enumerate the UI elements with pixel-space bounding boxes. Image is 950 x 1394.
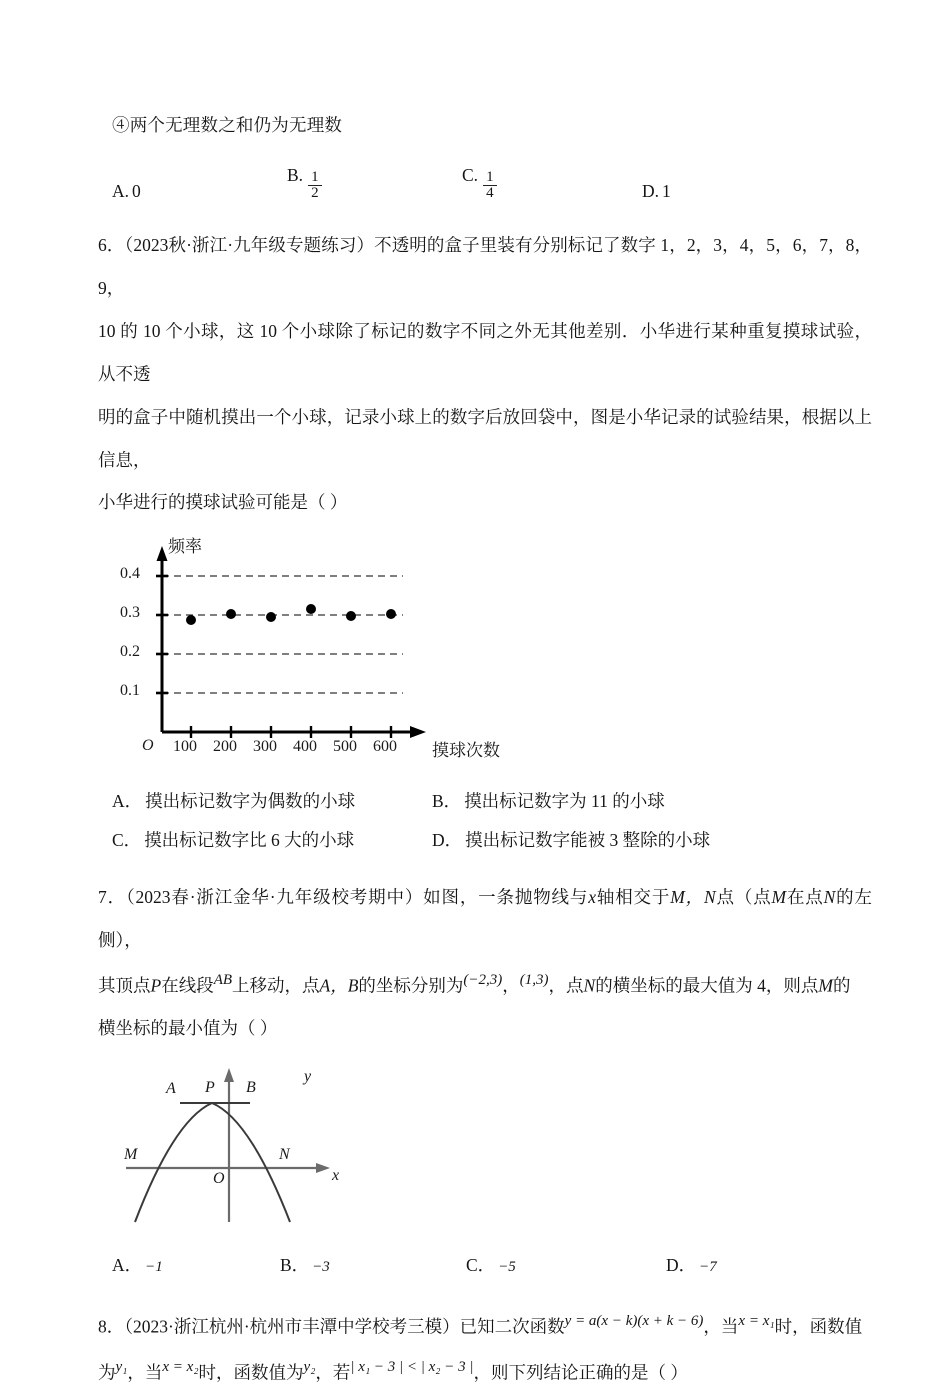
q8-stem-h: ，则下列结论正确的是（ ） <box>473 1362 688 1383</box>
parabola-label-m: M <box>124 1146 138 1164</box>
q7-point-m2: M <box>818 975 833 996</box>
q5-option-b-key: B. <box>287 164 304 185</box>
q6-option-a[interactable] <box>112 788 432 813</box>
data-point-500 <box>346 611 356 621</box>
q5-option-b-fraction <box>308 170 322 203</box>
q6-options-row-1 <box>112 788 872 813</box>
q7-stem-line2-g: 的 <box>832 975 851 996</box>
q7-option-a-value: −1 <box>145 1259 163 1276</box>
q8-source: （2023·浙江杭州·杭州市丰潭中学校考三模） <box>124 1316 460 1337</box>
data-point-100 <box>186 615 196 625</box>
parabola-label-a: A <box>166 1080 176 1098</box>
q7-point-n2: N <box>583 975 596 996</box>
question-7-stem: 7．（2023春·浙江金华·九年级校考期中）如图，一条抛物线与x轴相交于M，N点（点M在点N的左侧）， 其顶点P在线段AB上移动，点A，B的坐标分别为(−2,3)，(1,3)，点N的横坐标的最大值为 4，则点M的 横坐标的最小值为（ ） <box>98 887 873 1039</box>
q8-condition-x2: x = x₂ <box>162 1358 199 1375</box>
q6-stem-line2: 10 的 10 个小球，这 10 个小球除了标记的数字不同之外无其他差别．小华进行某种重复摸球试验，从不透 <box>98 320 872 384</box>
q7-number: 7． <box>98 887 126 908</box>
q7-stem-line3: 横坐标的最小值为（ ） <box>98 1018 278 1039</box>
q7-stem-line2-d: 的坐标分别为 <box>358 975 464 996</box>
data-point-200 <box>226 609 236 619</box>
parabola-label-b: B <box>246 1079 256 1097</box>
q7-var-x: x <box>588 887 597 908</box>
chart-xtick-400: 400 <box>293 738 317 756</box>
y-axis <box>157 546 168 732</box>
q7-stem-line1-e: 的左侧）， <box>98 887 873 951</box>
q8-stem-c: 时，函数值 <box>774 1316 863 1337</box>
q8-stem-b: ，当 <box>703 1316 739 1337</box>
q5-options-row <box>112 158 872 202</box>
q6-option-c-key: C． <box>112 830 142 851</box>
chart-y-axis-title: 频率 <box>168 537 202 557</box>
q7-stem-line2-f: 的横坐标的最大值为 4，则点 <box>595 975 819 996</box>
x-axis <box>162 726 426 738</box>
q7-option-d-key: D． <box>666 1255 697 1276</box>
q8-stem-g: ，若 <box>315 1362 351 1383</box>
q7-segment-ab: AB <box>213 972 233 988</box>
q7-points-ab: A，B <box>319 975 359 996</box>
q7-option-c-value: −5 <box>498 1259 516 1276</box>
q5-option-b[interactable] <box>287 165 462 203</box>
q5-option-d-key: D. <box>642 181 660 202</box>
chart-xtick-500: 500 <box>333 738 357 756</box>
frequency-scatter-chart <box>118 536 518 768</box>
q7-source: （2023春·浙江金华·九年级校考期中） <box>125 887 424 908</box>
q7-point-m1: M <box>771 887 787 908</box>
chart-xtick-300: 300 <box>253 738 277 756</box>
q6-option-a-text: 摸出标记数字为偶数的小球 <box>145 791 356 812</box>
parabola-y-axis <box>224 1068 234 1222</box>
q5-option-c[interactable] <box>462 165 642 203</box>
data-point-600 <box>386 609 396 619</box>
q6-option-a-key: A． <box>112 791 143 812</box>
q8-number: 8． <box>98 1316 125 1337</box>
q7-stem-line1-a: 如图，一条抛物线与 <box>423 887 589 908</box>
q8-stem-e: ，当 <box>127 1362 163 1383</box>
parabola-svg <box>122 1062 392 1232</box>
q5-option-a-value: 0 <box>132 181 141 202</box>
q6-stem-line4: 小华进行的摸球试验可能是（ ） <box>98 492 348 513</box>
parabola-label-o: O <box>213 1170 225 1188</box>
q6-option-c[interactable] <box>112 827 432 852</box>
q7-stem-line1-d: 在点 <box>786 887 824 908</box>
chart-origin-label: O <box>142 737 154 755</box>
q6-option-d[interactable] <box>432 827 710 852</box>
q6-option-d-key: D． <box>432 830 463 851</box>
q8-stem-f: 时，函数值为 <box>198 1362 304 1383</box>
q7-stem-line1-b: 轴相交于 <box>596 887 671 908</box>
q7-point-n1: N <box>823 887 836 908</box>
chart-ytick-0.4: 0.4 <box>120 565 140 583</box>
q8-value-y2: y₂ <box>303 1358 316 1375</box>
q7-option-c[interactable] <box>466 1252 666 1277</box>
q5-option-d[interactable] <box>642 181 671 202</box>
q6-number: 6． <box>98 235 125 256</box>
q5-option-b-numerator: 1 <box>311 168 319 185</box>
q7-coord-b: (1,3) <box>519 972 549 988</box>
q5-option-c-numerator: 1 <box>486 168 494 185</box>
q6-option-c-text: 摸出标记数字比 6 大的小球 <box>144 830 355 851</box>
q6-stem-line1: 不透明的盒子里装有分别标记了数字 1，2，3，4，5，6，7，8，9， <box>98 235 873 298</box>
page-content <box>98 108 873 1394</box>
q7-stem-line2-b: 在线段 <box>161 975 214 996</box>
q8-stem-d: 为 <box>98 1362 116 1383</box>
q6-source: （2023秋·浙江·九年级专题练习） <box>124 235 375 256</box>
parabola-label-y: y <box>304 1068 312 1086</box>
q7-stem-line2-e: ，点 <box>548 975 584 996</box>
q5-option-d-value: 1 <box>662 181 671 202</box>
parabola-curve <box>135 1103 290 1222</box>
q6-option-d-text: 摸出标记数字能被 3 整除的小球 <box>465 830 711 851</box>
q6-option-b-key: B． <box>432 791 462 812</box>
chart-xtick-200: 200 <box>213 738 237 756</box>
q7-stem-line2-c: 上移动，点 <box>232 975 320 996</box>
data-point-400 <box>306 604 316 614</box>
q5-option-a[interactable] <box>112 181 287 202</box>
q6-stem-line3: 明的盒子中随机摸出一个小球，记录小球上的数字后放回袋中，图是小华记录的试验结果，根据以上信息， <box>98 406 872 470</box>
q8-stem-a: 已知二次函数 <box>459 1316 565 1337</box>
q7-coord-a: (−2,3) <box>463 972 503 988</box>
q7-option-d[interactable] <box>666 1252 717 1277</box>
chart-xtick-600: 600 <box>373 738 397 756</box>
q5-option-c-key: C. <box>462 164 479 185</box>
chart-ytick-0.1: 0.1 <box>120 682 140 700</box>
q8-condition-x1: x = x₁ <box>738 1313 775 1330</box>
parabola-label-p: P <box>205 1079 215 1097</box>
chart-ytick-0.3: 0.3 <box>120 604 140 622</box>
q7-points-mn: M，N <box>670 887 716 908</box>
q6-option-b-text: 摸出标记数字为 11 的小球 <box>464 791 665 812</box>
q7-option-b-key: B． <box>280 1255 310 1276</box>
q5-option-b-denominator: 2 <box>308 185 322 202</box>
data-point-300 <box>266 612 276 622</box>
q5-option-c-denominator: 4 <box>483 185 497 202</box>
chart-ytick-0.2: 0.2 <box>120 643 140 661</box>
q7-stem-line2-a: 其顶点 <box>98 975 151 996</box>
chart-gridlines <box>162 576 403 693</box>
q8-formula: y = a(x − k)(x + k − 6) <box>564 1313 704 1330</box>
chart-x-axis-title: 摸球次数 <box>432 741 500 761</box>
parabola-figure <box>122 1062 392 1232</box>
q8-value-y1: y₁ <box>115 1358 128 1375</box>
q7-option-b-value: −3 <box>312 1259 330 1276</box>
q5-option-c-fraction <box>483 170 497 203</box>
chart-svg <box>118 536 518 768</box>
q7-option-a-key: A． <box>112 1255 143 1276</box>
q7-point-p: P <box>150 975 162 996</box>
statement-item-4: ④两个无理数之和仍为无理数 <box>112 115 343 135</box>
q7-stem-line1-c: 点（点 <box>715 887 772 908</box>
chart-xtick-100: 100 <box>173 738 197 756</box>
q7-option-c-key: C． <box>466 1255 496 1276</box>
q6-options-row-2 <box>112 827 872 852</box>
parabola-label-x: x <box>332 1167 340 1185</box>
q7-options-row <box>112 1252 872 1277</box>
question-6-stem <box>98 224 872 524</box>
q8-inequality: | x₁ − 3 | < | x₂ − 3 | <box>350 1358 474 1375</box>
q6-option-b[interactable] <box>432 788 665 813</box>
parabola-label-n: N <box>279 1146 290 1164</box>
chart-data-points <box>186 604 396 625</box>
q5-option-a-key: A. <box>112 181 130 202</box>
question-8-stem <box>98 1303 872 1394</box>
q7-option-d-value: −7 <box>699 1259 717 1276</box>
q7-option-b[interactable] <box>280 1252 466 1277</box>
q7-option-a[interactable] <box>112 1252 280 1277</box>
